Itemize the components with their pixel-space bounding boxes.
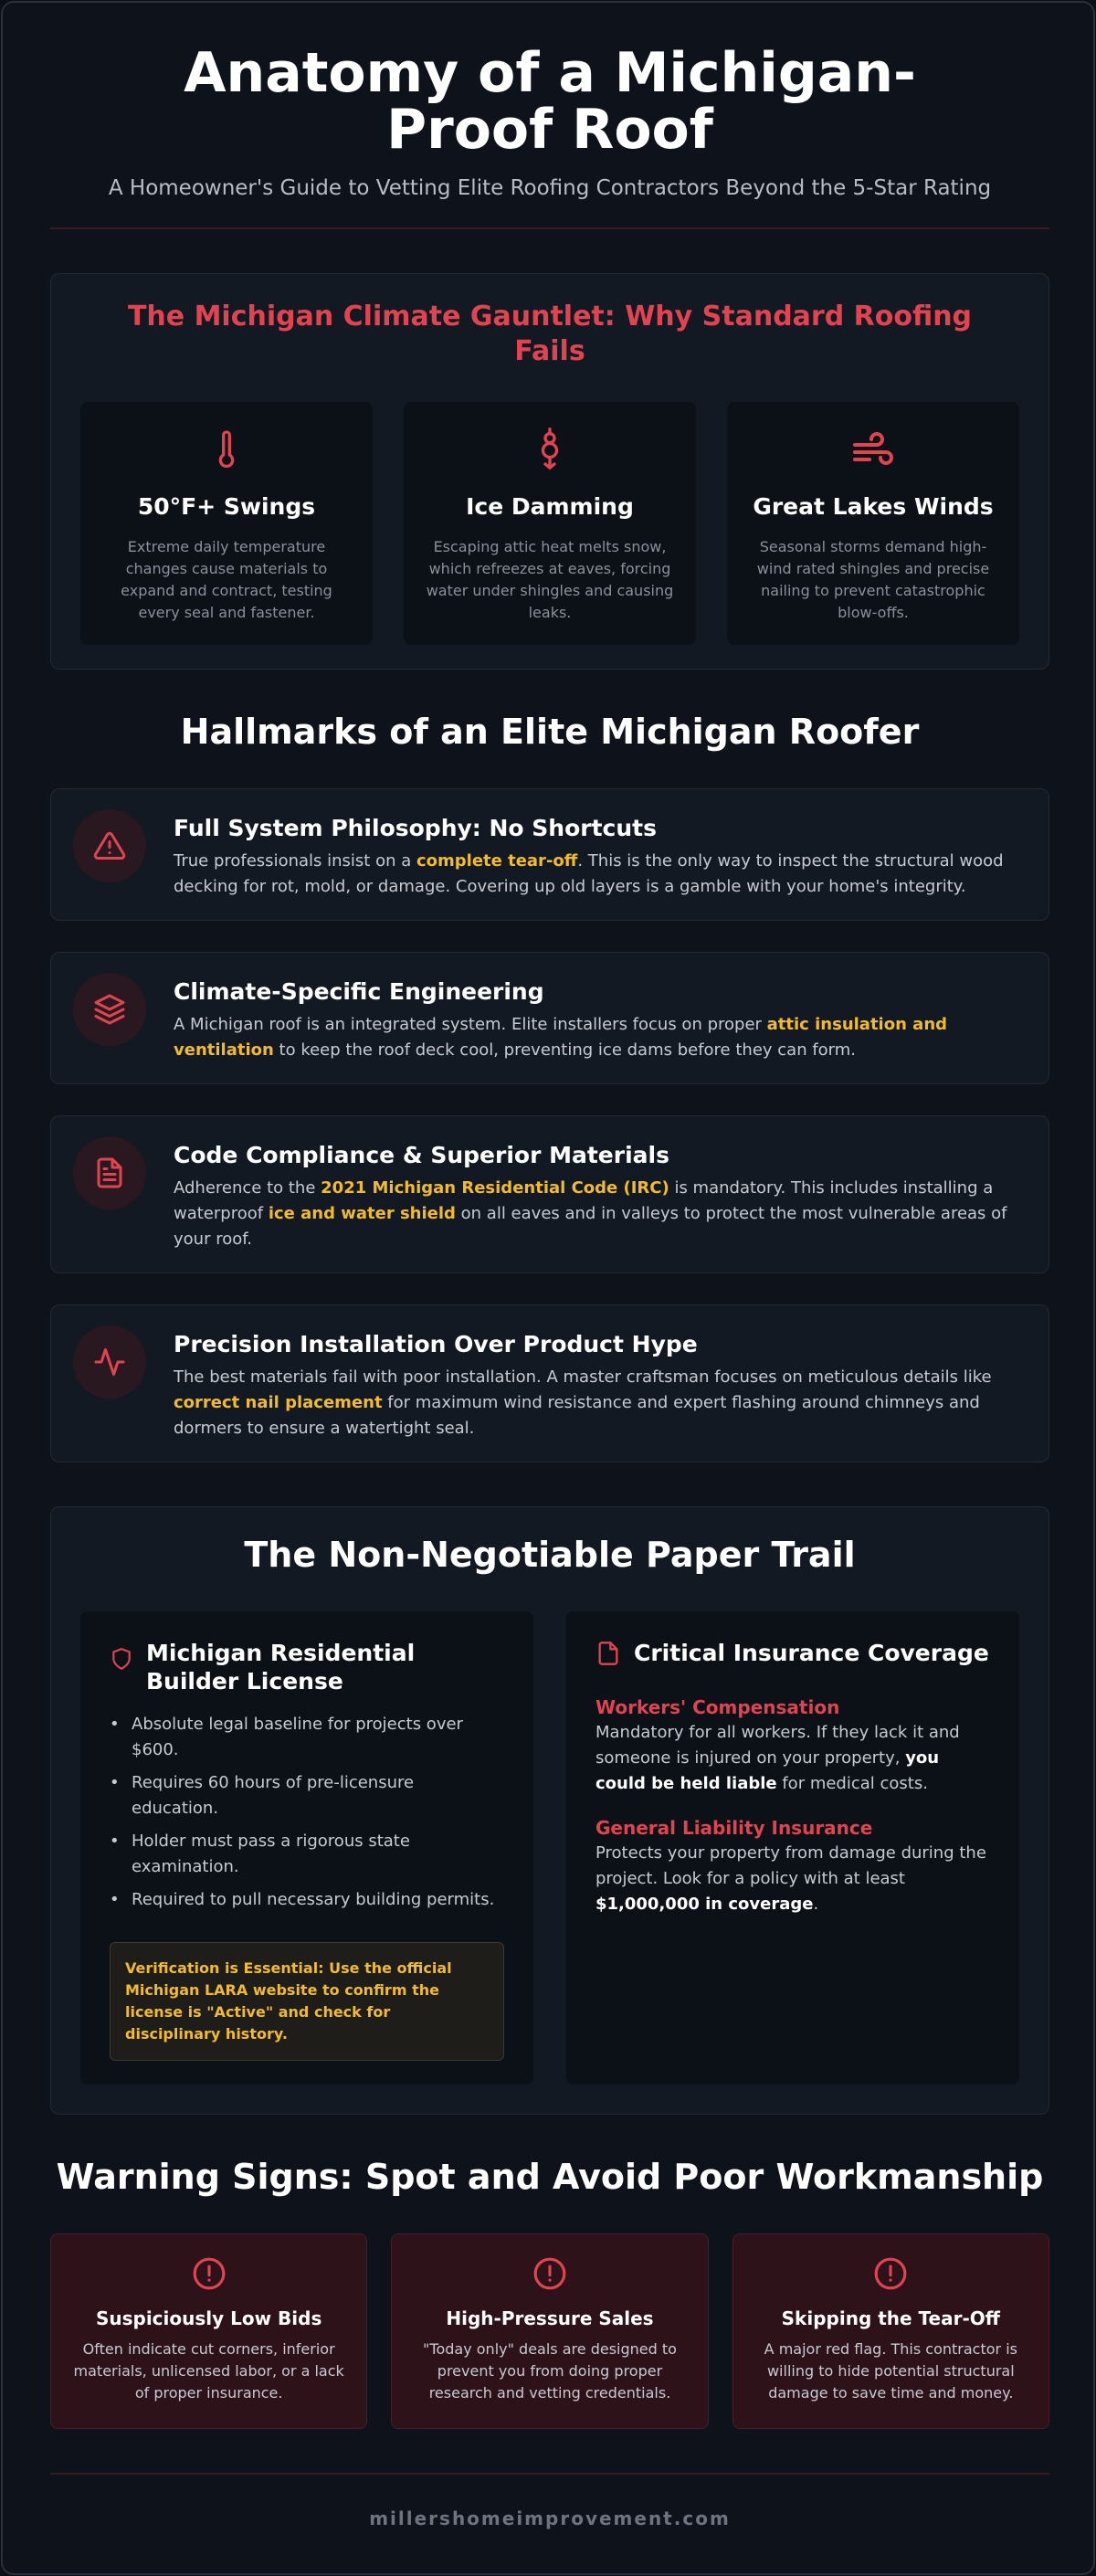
warning-card-high-pressure: [391, 2233, 708, 2429]
hallmark-title: Code Compliance & Superior Materials: [174, 1142, 669, 1168]
warning-text: Often indicate cut corners, inferior materials, unlicensed labor, or a lack of proper insurance.: [73, 2340, 344, 2402]
list-item: • Absolute legal baseline for projects over $600.: [110, 1712, 504, 1763]
page-subtitle: A Homeowner's Guide to Vetting Elite Roofing Contractors Beyond the 5-Star Rating: [108, 176, 992, 200]
workers-comp-title: Workers' Compensation: [595, 1696, 840, 1718]
page-header: [50, 3, 1049, 229]
page-title: Anatomy of a Michigan-Proof Roof: [184, 41, 916, 162]
warnings-title: Warning Signs: Spot and Avoid Poor Workmanship: [56, 2157, 1044, 2197]
climate-card-title: Great Lakes Winds: [753, 493, 994, 520]
climate-card-winds: [727, 402, 1019, 645]
alert-circle-icon: [873, 2277, 908, 2295]
snowman-icon: [424, 428, 676, 473]
list-item: • Holder must pass a rigorous state examination.: [110, 1829, 504, 1880]
hallmark-text: A Michigan roof is an integrated system. Elite installers focus on proper attic insulation and ventilation to keep the roof deck cool, preventing ice dams before they can form.: [174, 1015, 948, 1060]
layers-icon: [73, 973, 146, 1046]
verification-callout: Verification is Essential: Use the official Michigan LARA website to confirm the license is "Active" and check for disciplinary history.: [110, 1942, 504, 2061]
hallmark-text: True professionals insist on a complete tear-off. This is the only way to inspect the structural wood decking for rot, mold, or damage. Covering up old layers is a gamble with your home's integrity.: [174, 851, 1004, 896]
warning-triangle-icon: [73, 809, 146, 882]
climate-title: The Michigan Climate Gauntlet: Why Standard Roofing Fails: [127, 301, 973, 367]
workers-comp-text: Mandatory for all workers. If they lack it and someone is injured on your property, you could be held liable for medical costs.: [595, 1723, 960, 1793]
hallmarks-title: Hallmarks of an Elite Michigan Roofer: [180, 712, 920, 752]
warnings-grid: [50, 2233, 1049, 2429]
warning-card-low-bids: [50, 2233, 367, 2429]
license-requirements-list: [110, 1712, 504, 1913]
warning-title: Suspiciously Low Bids: [95, 2307, 322, 2329]
insurance-card: [566, 1611, 1019, 2085]
header-divider: [50, 227, 1049, 229]
climate-card-title: Ice Damming: [466, 493, 634, 520]
hallmark-card-precision-installation: [50, 1304, 1049, 1462]
hallmark-card-climate-engineering: [50, 952, 1049, 1084]
footer-website: millershomeimprovement.com: [369, 2507, 731, 2529]
hallmark-title: Precision Installation Over Product Hype: [174, 1331, 698, 1357]
hallmark-text: The best materials fail with poor installation. A master craftsman focuses on meticulous details like correct nail placement for maximum wind resistance and expert flashing around chimneys and dormers to ensure a watertight seal.: [174, 1367, 992, 1438]
hallmarks-list: [50, 788, 1049, 1462]
climate-card-ice-damming: [404, 402, 696, 645]
climate-card-text: Extreme daily temperature changes cause materials to expand and contract, testing every seal and fastener.: [121, 538, 332, 621]
warning-title: High-Pressure Sales: [446, 2307, 654, 2329]
warning-card-skip-tearoff: [732, 2233, 1049, 2429]
paper-trail-title: The Non-Negotiable Paper Trail: [244, 1535, 856, 1575]
climate-card-text: Seasonal storms demand high-wind rated shingles and precise nailing to prevent catastrophic blow-offs.: [756, 538, 990, 621]
license-card: [80, 1611, 533, 2085]
document-icon: [73, 1136, 146, 1209]
liability-text: Protects your property from damage during the project. Look for a policy with at least $1,000,000 in coverage.: [595, 1843, 986, 1914]
hallmark-card-code-compliance: [50, 1115, 1049, 1273]
warning-title: Skipping the Tear-Off: [781, 2307, 1000, 2329]
activity-icon: [73, 1325, 146, 1399]
hallmark-text: Adherence to the 2021 Michigan Residential Code (IRC) is mandatory. This includes installing a waterproof ice and water shield on all eaves and in valleys to protect the most vulnerable areas of your roof.: [174, 1178, 1007, 1249]
wind-icon: [747, 428, 999, 473]
hallmark-title: Climate-Specific Engineering: [174, 978, 544, 1005]
liability-title: General Liability Insurance: [595, 1817, 873, 1839]
warning-text: A major red flag. This contractor is willing to hide potential structural damage to save time and money.: [764, 2340, 1017, 2402]
warning-text: "Today only" deals are designed to prevent you from doing proper research and vetting credentials.: [423, 2340, 677, 2402]
hallmark-title: Full System Philosophy: No Shortcuts: [174, 815, 658, 841]
shield-icon: [110, 1646, 133, 1675]
climate-card-title: 50°F+ Swings: [137, 493, 316, 520]
climate-gauntlet-section: [50, 273, 1049, 670]
thermometer-icon: [100, 428, 353, 473]
climate-card-text: Escaping attic heat melts snow, which refreezes at eaves, forcing water under shingles and causing leaks.: [426, 538, 674, 621]
footer-divider: [50, 2473, 1049, 2475]
list-item: • Requires 60 hours of pre-licensure education.: [110, 1770, 504, 1821]
alert-circle-icon: [532, 2277, 567, 2295]
file-icon: [595, 1640, 621, 1671]
license-title: Michigan Residential Builder License: [146, 1640, 416, 1694]
alert-circle-icon: [192, 2277, 227, 2295]
climate-card-temperature: [80, 402, 373, 645]
infographic-page: [1, 1, 1095, 2575]
insurance-title: Critical Insurance Coverage: [634, 1640, 989, 1666]
list-item: • Required to pull necessary building permits.: [110, 1887, 504, 1913]
hallmark-card-full-system: [50, 788, 1049, 921]
paper-trail-section: [50, 1506, 1049, 2115]
